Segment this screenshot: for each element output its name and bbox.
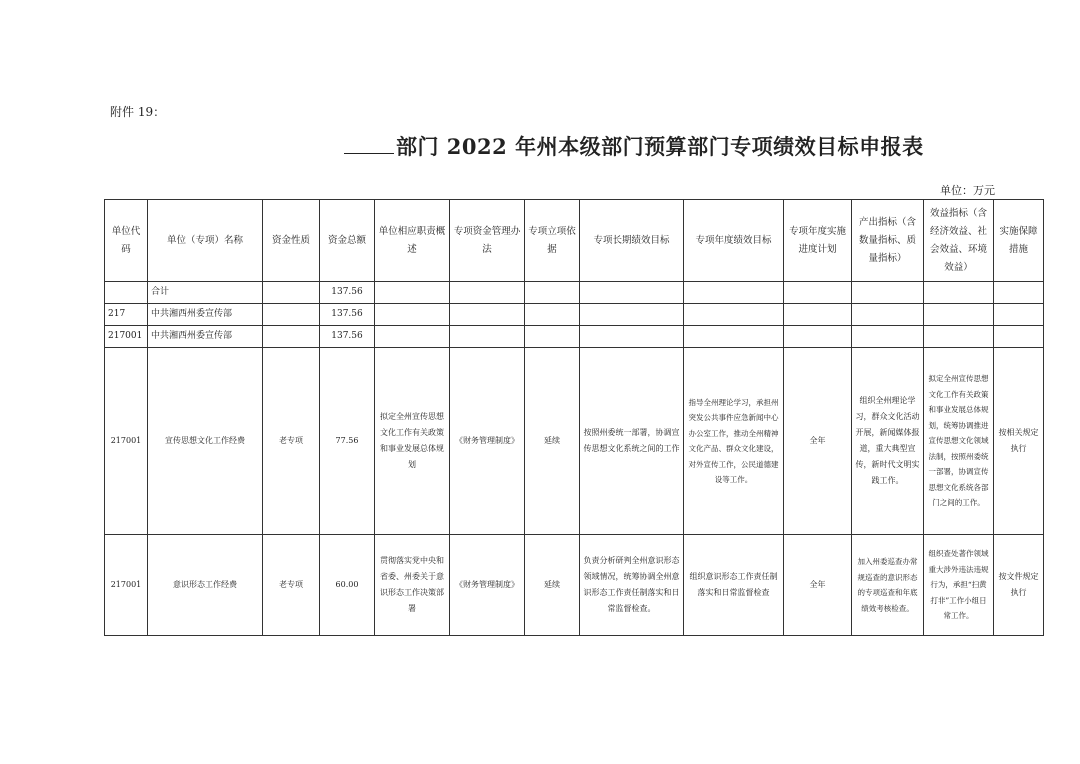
cell-duty: 拟定全州宣传思想文化工作有关政策和事业发展总体规划 [375,348,450,535]
cell-long-goal: 按照州委统一部署，协调宣传思想文化系统之间的工作 [580,348,684,535]
cell-name: 合计 [148,282,263,304]
header-fund-total: 资金总额 [320,200,375,282]
cell-name: 中共湘西州委宣传部 [148,304,263,326]
cell-method: 《财务管理制度》 [450,535,525,636]
table-row-unit [105,326,1044,348]
cell-nature [263,282,320,304]
cell-nature [263,304,320,326]
attachment-label: 附件 19： [110,105,166,119]
cell-benefit: 组织查处著作领域重大涉外违法违规行为，承担“扫黄打非”工作小组日常工作。 [924,535,994,636]
title-text: 部门 2022 年州本级部门预算部门专项绩效目标申报表 [396,134,924,159]
cell-code: 217 [105,304,148,326]
cell-name: 宣传思想文化工作经费 [148,348,263,535]
cell-measures: 按文件规定执行 [994,535,1044,636]
cell-name: 意识形态工作经费 [148,535,263,636]
cell-amount: 137.56 [320,282,375,304]
cell-schedule: 全年 [784,535,852,636]
cell-code: 217001 [105,326,148,348]
cell-duty: 贯彻落实党中央和省委、州委关于意识形态工作决策部署 [375,535,450,636]
table-header-row [105,200,1044,282]
header-long-term-goal: 专项长期绩效目标 [580,200,684,282]
header-annual-schedule: 专项年度实施进度计划 [784,200,852,282]
table-row-total [105,282,1044,304]
header-output-indicator: 产出指标（含数量指标、质量指标） [852,200,924,282]
header-fund-nature: 资金性质 [263,200,320,282]
page-title [344,131,924,161]
cell-year-goal: 指导全州理论学习，承担州突发公共事件应急新闻中心办公室工作，推动全州精神文化产品、群众文化建设，对外宣传工作，公民道德建设等工作。 [684,348,784,535]
cell-long-goal: 负责分析研判全州意识形态领域情况，统筹协调全州意识形态工作责任制落实和日常监督检查。 [580,535,684,636]
header-unit-code: 单位代码 [105,200,148,282]
cell-benefit: 拟定全州宣传思想文化工作有关政策和事业发展总体规划，统筹协调推进宣传思想文化领域法制，按照州委统一部署，协调宣传思想文化系统各部门之间的工作。 [924,348,994,535]
header-project-basis: 专项立项依据 [525,200,580,282]
cell-name: 中共湘西州委宣传部 [148,326,263,348]
unit-label: 单位：万元 [940,184,995,197]
table-row-project [105,535,1044,636]
table-row-project [105,348,1044,535]
cell-schedule: 全年 [784,348,852,535]
header-duty-summary: 单位相应职责概述 [375,200,450,282]
cell-basis: 延续 [525,535,580,636]
cell-amount: 60.00 [320,535,375,636]
header-management-method: 专项资金管理办法 [450,200,525,282]
cell-code: 217001 [105,348,148,535]
cell-nature [263,326,320,348]
header-annual-goal: 专项年度绩效目标 [684,200,784,282]
title-blank-line [344,136,394,154]
cell-amount: 137.56 [320,326,375,348]
cell-basis: 延续 [525,348,580,535]
cell-measures: 按相关规定执行 [994,348,1044,535]
cell-method: 《财务管理制度》 [450,348,525,535]
header-unit-name: 单位（专项）名称 [148,200,263,282]
header-safeguard-measures: 实施保障措施 [994,200,1044,282]
cell-output: 加入州委巡查办常规巡查的意识形态的专项巡查和年底绩效考核检查。 [852,535,924,636]
table-row-department [105,304,1044,326]
cell-year-goal: 组织意识形态工作责任制落实和日常监督检查 [684,535,784,636]
cell-nature: 老专项 [263,348,320,535]
budget-performance-table [104,199,1044,636]
cell-nature: 老专项 [263,535,320,636]
cell-code [105,282,148,304]
cell-code: 217001 [105,535,148,636]
header-benefit-indicator: 效益指标（含经济效益、社会效益、环境效益） [924,200,994,282]
cell-amount: 137.56 [320,304,375,326]
cell-amount: 77.56 [320,348,375,535]
cell-output: 组织全州理论学习，群众文化活动开展，新闻媒体报道，重大典型宣传，新时代文明实践工作。 [852,348,924,535]
